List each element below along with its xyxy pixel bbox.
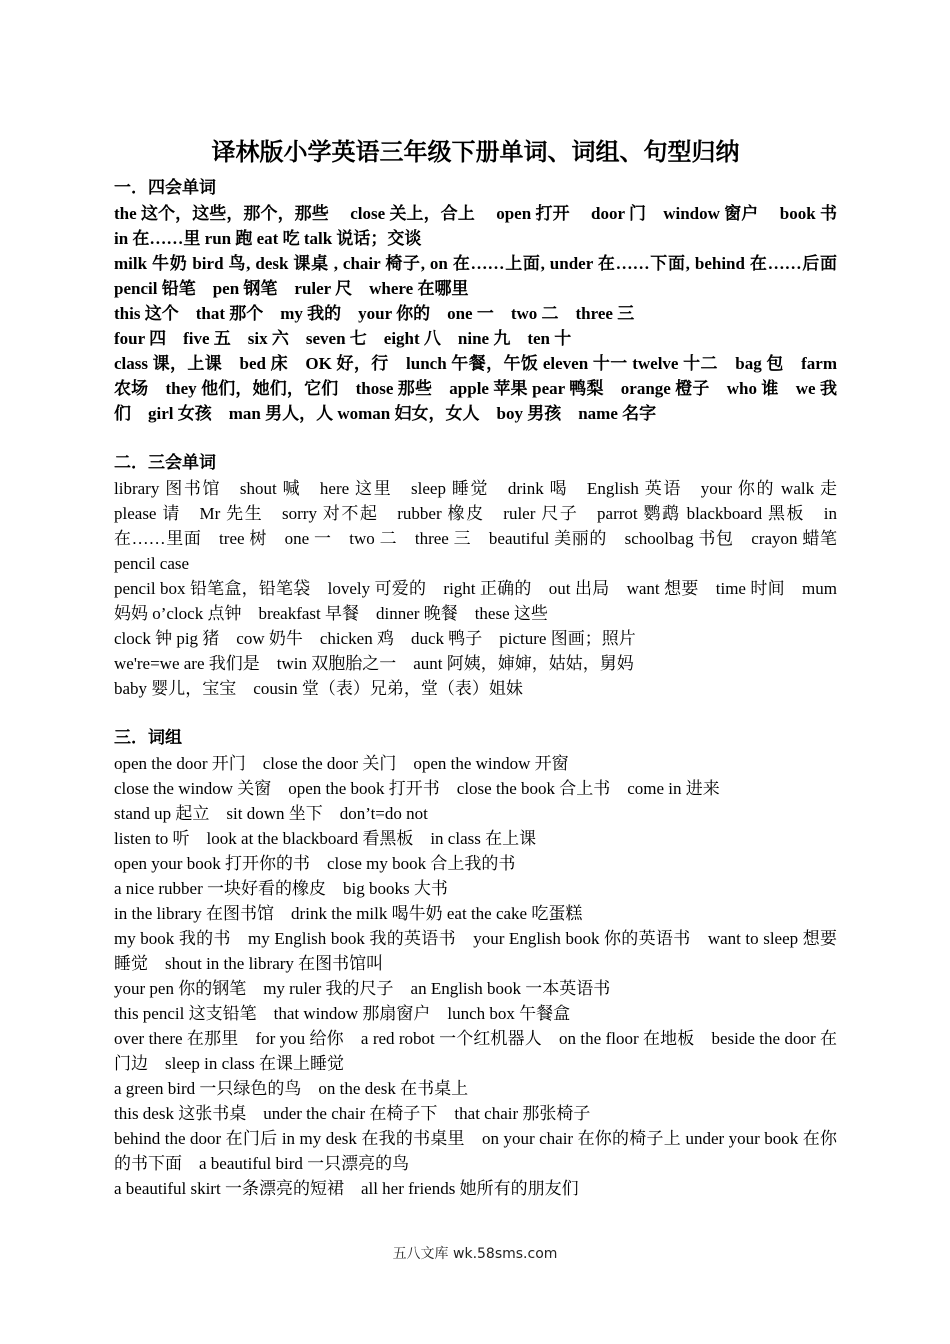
- word-line: pencil box 铅笔盒，铅笔袋 lovely 可爱的 right 正确的 out 出局 want 想要 time 时间 mum 妈妈 o’clock 点钟 breakfast 早餐 dinner 晚餐 these 这些: [114, 579, 837, 623]
- word-line: class 课，上课 bed 床 OK 好，行 lunch 午餐，午饭 eleven 十一 twelve 十二 bag 包 farm 农场 they 他们，她们，它们 those 那些 apple 苹果 pear 鸭梨 orange 橙子 who 谁 we 我们 girl 女孩 man 男人，人 woman 妇女，女人 boy 男孩 name 名字: [114, 354, 837, 423]
- word-line: four 四 five 五 six 六 seven 七 eight 八 nine 九 ten 十: [114, 329, 572, 348]
- phrase-line: in the library 在图书馆 drink the milk 喝牛奶 eat the cake 吃蛋糕: [114, 904, 583, 923]
- phrase-line: a beautiful skirt 一条漂亮的短裙 all her friends 她所有的朋友们: [114, 1179, 579, 1198]
- section-heading: 二．三会单词: [114, 453, 216, 473]
- phrase-line: listen to 听 look at the blackboard 看黑板 in class 在上课: [114, 829, 537, 848]
- phrase-line: stand up 起立 sit down 坐下 don’t=do not: [114, 804, 428, 823]
- phrase-line: this desk 这张书桌 under the chair 在椅子下 that chair 那张椅子: [114, 1104, 591, 1123]
- section-heading: 三．词组: [114, 728, 182, 748]
- phrase-line: open the door 开门 close the door 关门 open the window 开窗: [114, 754, 569, 773]
- phrase-line: close the window 关窗 open the book 打开书 close the book 合上书 come in 进来: [114, 779, 720, 798]
- document-title: 译林版小学英语三年级下册单词、词组、句型归纳: [211, 137, 740, 166]
- phrase-line: this pencil 这支铅笔 that window 那扇窗户 lunch box 午餐盒: [114, 1004, 571, 1023]
- word-line: milk 牛奶 bird 鸟, desk 课桌 , chair 椅子, on 在……上面, under 在……下面, behind 在……后面 pencil 铅笔 pen 钢笔 ruler 尺 where 在哪里: [114, 254, 854, 298]
- spacer: [114, 426, 837, 451]
- word-line: the 这个，这些，那个，那些 close 关上，合上 open 打开 door 门 window 窗户 book 书 in 在……里 run 跑 eat 吃 talk 说话；交谈: [114, 204, 859, 248]
- phrase-line: open your book 打开你的书 close my book 合上我的书: [114, 854, 516, 873]
- word-line: baby 婴儿，宝宝 cousin 堂（表）兄弟，堂（表）姐妹: [114, 679, 523, 698]
- word-line: library 图书馆 shout 喊 here 这里 sleep 睡觉 drink 喝 English 英语 your 你的 walk 走 please 请 Mr 先生 sorry 对不起 rubber 橡皮 ruler 尺子 parrot 鹦鹉 blackboard 黑板 in 在……里面 tree 树 one 一 two 二 three 三 beautiful 美丽的 schoolbag 书包 crayon 蜡笔 pencil case: [114, 479, 854, 573]
- footer-watermark: 五八文库 wk.58sms.com: [392, 1246, 558, 1262]
- section-four-skill-words: [114, 176, 859, 426]
- phrase-line: a green bird 一只绿色的鸟 on the desk 在书桌上: [114, 1079, 469, 1098]
- section-phrases: [114, 726, 837, 1201]
- phrase-line: over there 在那里 for you 给你 a red robot 一个红机器人 on the floor 在地板 beside the door 在门边 sleep in class 在课上睡觉: [114, 1029, 837, 1073]
- document-page: [114, 134, 859, 1201]
- phrase-line: a nice rubber 一块好看的橡皮 big books 大书: [114, 879, 448, 898]
- word-line: we're=we are 我们是 twin 双胞胎之一 aunt 阿姨，婶婶，姑姑，舅妈: [114, 654, 634, 673]
- phrase-line: your pen 你的钢笔 my ruler 我的尺子 an English book 一本英语书: [114, 979, 611, 998]
- section-three-skill-words: [114, 451, 854, 701]
- section-heading: 一．四会单词: [114, 178, 216, 198]
- word-line: this 这个 that 那个 my 我的 your 你的 one 一 two 二 three 三: [114, 304, 635, 323]
- spacer: [114, 701, 837, 726]
- word-line: clock 钟 pig 猪 cow 奶牛 chicken 鸡 duck 鸭子 picture 图画；照片: [114, 629, 636, 648]
- phrase-line: my book 我的书 my English book 我的英语书 your English book 你的英语书 want to sleep 想要睡觉 shout in the library 在图书馆叫: [114, 929, 837, 973]
- phrase-line: behind the door 在门后 in my desk 在我的书桌里 on your chair 在你的椅子上 under your book 在你的书下面 a beautiful bird 一只漂亮的鸟: [114, 1129, 837, 1173]
